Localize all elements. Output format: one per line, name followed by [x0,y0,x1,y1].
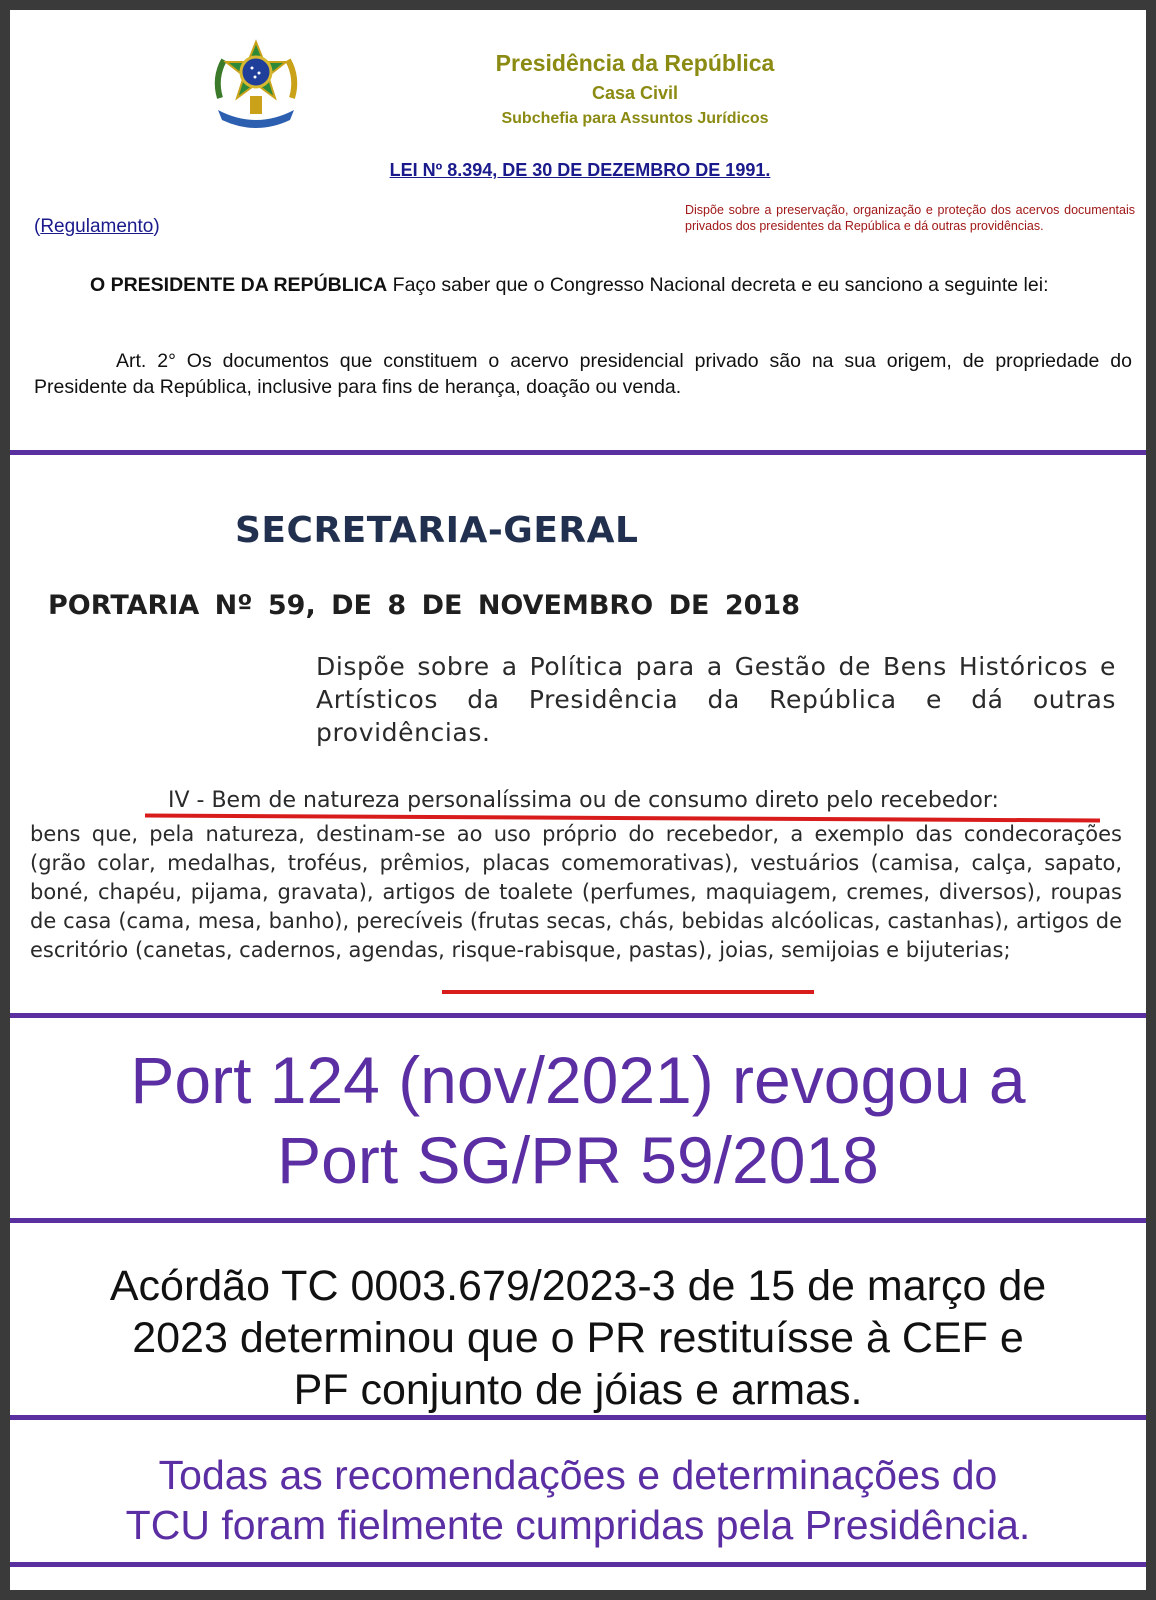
portaria-ementa: Dispõe sobre a Política para a Gestão de Bens Históricos e Artísticos da Presidência da República e dá outras providências. [316,652,1116,747]
section-divider [10,1562,1146,1567]
law-ementa: Dispõe sobre a preservação, organização e proteção dos acervos documentais privados dos presidentes da República e dá outras providências. [685,203,1135,233]
regulamento-open-paren: ( [34,216,41,237]
section-divider [10,1415,1146,1420]
item-body-main: bens que, pela natureza, destinam-se ao uso próprio do recebedor, a exemplo das condecorações (grão colar, medalhas, troféus, prêmios, placas comemorativas), vestuários (camisa, calça, sapato, boné, chapéu, pijama, gravata), artigos de toalete (perfumes, maquiagem, cremes, diversos), roupas de casa (cama, mesa, banho), perecíveis (frutas secas, chás, bebidas alcóolicas, castanhas), artigos de escritório (canetas, cadernos, agendas, risque-rabisque, pastas), [30,822,1122,962]
regulamento-link[interactable]: Regulamento [40,216,154,237]
brazil-coat-of-arms-icon [210,38,302,134]
conclusion-line-2: TCU foram fielmente cumpridas pela Presidência. [125,1502,1031,1548]
law-intro-rest: Faço saber que o Congresso Nacional decreta e eu sanciono a seguinte lei: [387,274,1049,296]
acordao-line-2: 2023 determinou que o PR restituísse à CEF e [132,1314,1024,1362]
header-presidencia: Presidência da República [495,50,775,76]
header-subchefia: Subchefia para Assuntos Jurídicos [501,110,769,127]
red-underline-joias [442,990,814,994]
section-divider [10,1218,1146,1223]
revocation-line-1: Port 124 (nov/2021) revogou a [130,1043,1026,1117]
revocation-line-2: Port SG/PR 59/2018 [277,1123,879,1197]
acordao-line-3: PF conjunto de jóias e armas. [293,1366,863,1414]
portaria-org-title: SECRETARIA-GERAL [235,510,639,551]
revocation-statement [10,1040,1146,1200]
regulamento-close-paren: ) [153,216,160,237]
document-frame [10,10,1146,1590]
law-intro-paragraph [34,272,1132,298]
law-art2-paragraph: Art. 2° Os documentos que constituem o acervo presidencial privado são na sua origem, de propriedade do Presidente da República, inclusive para fins de herança, doação ou venda. [34,350,1132,398]
portaria-title: PORTARIA Nº 59, DE 8 DE NOVEMBRO DE 2018 [48,590,800,621]
portaria-item-iv-heading: IV - Bem de natureza personalíssima ou de consumo direto pelo recebedor: [168,788,999,813]
header-casa-civil: Casa Civil [591,83,679,103]
law-intro-bold: O PRESIDENTE DA REPÚBLICA [90,274,388,296]
acordao-line-1: Acórdão TC 0003.679/2023-3 de 15 de março de [109,1262,1047,1310]
law-title-link[interactable]: LEI Nº 8.394, DE 30 DE DEZEMBRO DE 1991. [389,160,771,180]
acordao-statement [30,1260,1126,1416]
section-divider [10,450,1146,455]
conclusion-line-1: Todas as recomendações e determinações do [158,1452,998,1498]
item-body-highlight: joias, semijoias e bijuterias; [719,938,1011,962]
conclusion-statement [20,1450,1136,1550]
portaria-item-iv-body [30,820,1122,965]
regulamento-link-wrapper [34,216,160,238]
section-divider [10,1013,1146,1018]
